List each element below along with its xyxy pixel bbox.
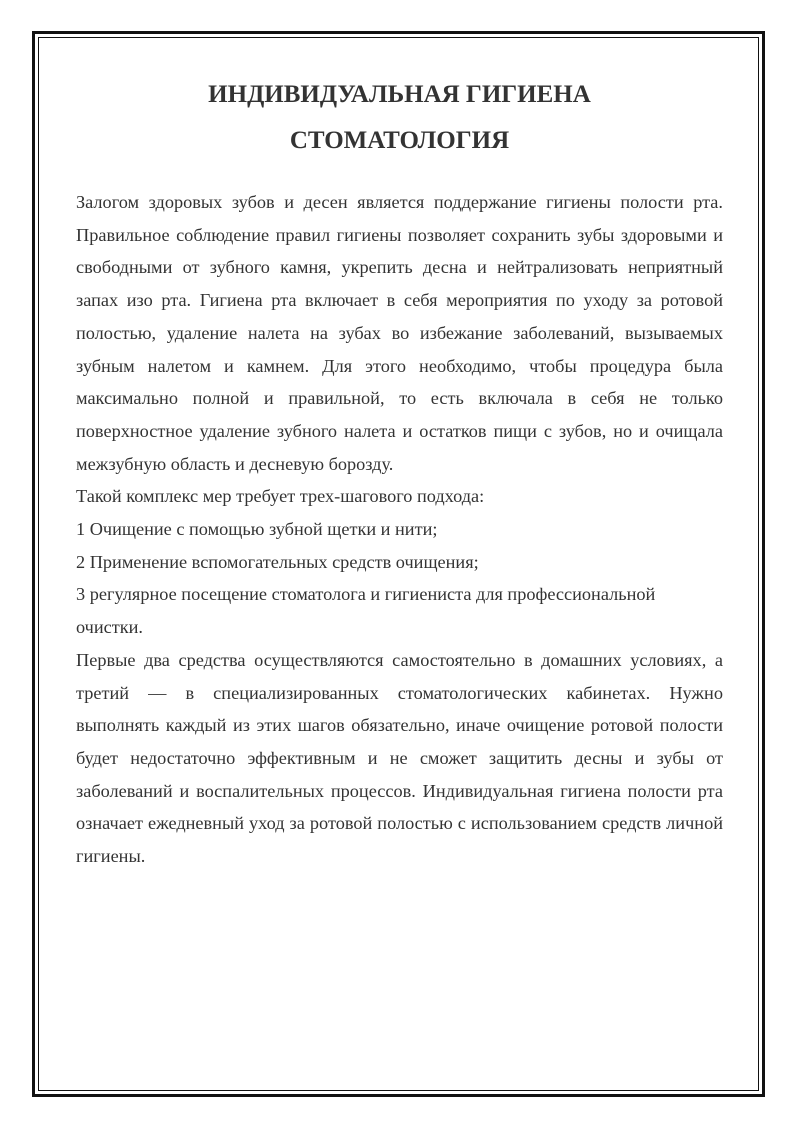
document-title xyxy=(76,72,723,164)
title-line-1: ИНДИВИДУАЛЬНАЯ ГИГИЕНА xyxy=(208,81,591,108)
step-item-1: 1 Очищение с помощью зубной щетки и нити; xyxy=(76,519,438,540)
step-item-3: 3 регулярное посещение стоматолога и гигиениста для профессиональной очистки. xyxy=(76,584,656,638)
paragraph-intro: Залогом здоровых зубов и десен является поддержание гигиены полости рта. Правильное соблюдение правил гигиены позволяет сохранить зубы здоровыми и свободными от зубного камня, укрепить десна и нейтрализовать неприятный запах изо рта. Гигиена рта включает в себя мероприятия по уходу за ротовой полостью, удаление налета на зубах во избежание заболеваний, вызываемых зубным налетом и камнем. Для этого необходимо, чтобы процедура была максимально полной и правильной, то есть включала в себя не только поверхностное удаление зубного налета и остатков пищи с зубов, но и очищала межзубную область и десневую борозду. xyxy=(76,192,723,474)
paragraph-conclusion: Первые два средства осуществляются самостоятельно в домашних условиях, а третий — в специализированных стоматологических кабинетах. Нужно выполнять каждый из этих шагов обязательно, иначе очищение ротовой полости будет недостаточно эффективным и не сможет защитить десны и зубы от заболеваний и воспалительных процессов. Индивидуальная гигиена полости рта означает ежедневный уход за ротовой полостью с использованием средств личной гигиены. xyxy=(76,649,723,867)
step-item-2: 2 Применение вспомогательных средств очищения; xyxy=(76,551,479,572)
document-body xyxy=(76,72,723,873)
steps-intro-line: Такой комплекс мер требует трех-шагового подхода: xyxy=(76,486,485,507)
title-line-2: СТОМАТОЛОГИЯ xyxy=(289,127,510,154)
